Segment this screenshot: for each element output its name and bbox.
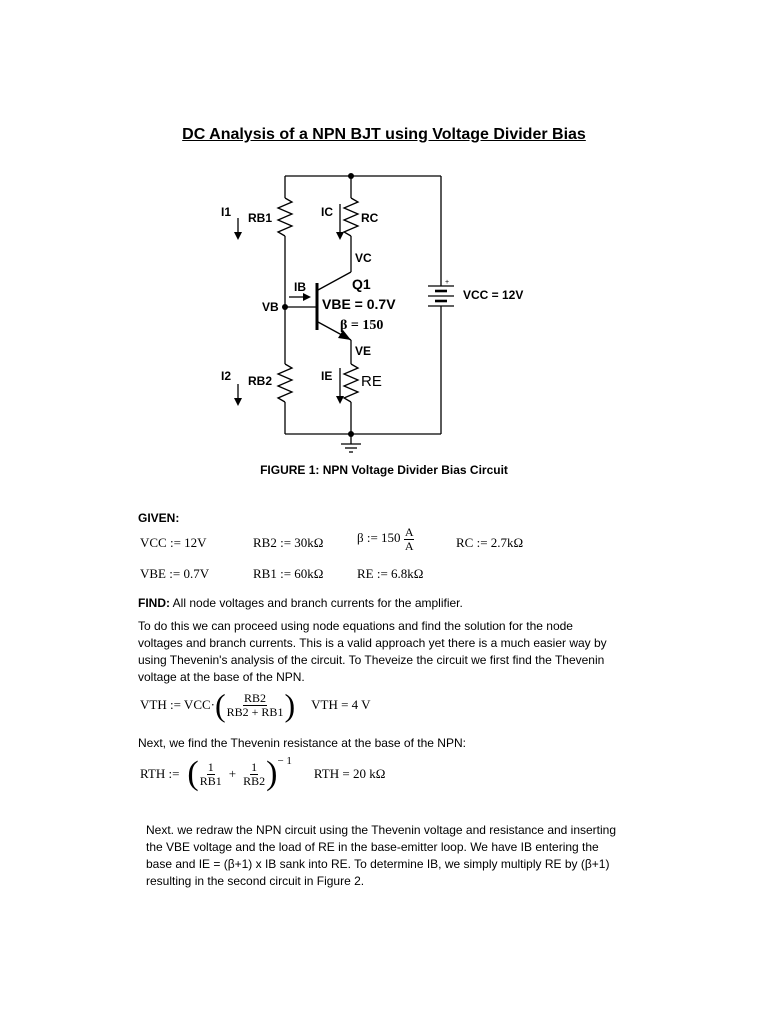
ic-arrow-icon bbox=[336, 232, 344, 240]
rb2-resistor bbox=[278, 364, 292, 402]
label-ic: IC bbox=[321, 205, 333, 219]
given-vbe: VBE := 0.7V bbox=[140, 566, 210, 581]
rth-fraction-2-den: RB2 bbox=[243, 773, 266, 788]
label-vcc: VCC = 12V bbox=[463, 288, 524, 302]
given-beta-unit-den: A bbox=[404, 538, 414, 553]
given-vcc: VCC := 12V bbox=[140, 535, 207, 550]
given-heading: GIVEN: bbox=[138, 511, 180, 525]
label-ib: IB bbox=[294, 280, 306, 294]
vth-equation bbox=[140, 689, 371, 721]
find-label: FIND: bbox=[138, 596, 170, 610]
circuit-schematic bbox=[0, 0, 768, 460]
label-re: RE bbox=[361, 373, 382, 390]
vcc-battery-icon bbox=[428, 286, 454, 306]
given-rb2: RB2 := 30kΩ bbox=[253, 535, 324, 550]
collector-lead bbox=[318, 272, 351, 290]
ib-arrow-icon bbox=[303, 293, 311, 301]
vth-fraction-num: RB2 bbox=[244, 690, 267, 705]
vth-left-paren: ( bbox=[215, 687, 226, 723]
rth-fraction-2 bbox=[242, 761, 266, 787]
rb1-resistor bbox=[278, 198, 292, 236]
rth-result: RTH = 20 kΩ bbox=[313, 766, 386, 781]
ie-arrow-icon bbox=[336, 396, 344, 404]
paragraph-thevenin-intro: To do this we can proceed using node equations and find the solution for the node voltages and branch currents. This is a valid approach yet there is a much easier way by using Thevenin's analysis of the circuit. To Theveize the circuit we first find the Thevenin voltage at the base of the NPN. bbox=[138, 619, 607, 684]
label-rb1: RB1 bbox=[248, 211, 273, 225]
label-q1: Q1 bbox=[352, 276, 371, 292]
given-beta bbox=[357, 526, 414, 552]
i2-arrow-icon bbox=[234, 398, 242, 406]
rth-left-paren: ( bbox=[187, 755, 199, 792]
paragraph-thevenin-resistance: Next, we find the Thevenin resistance at the base of the NPN: bbox=[138, 736, 466, 750]
rth-fraction-1-num: 1 bbox=[207, 759, 214, 774]
label-i1: I1 bbox=[221, 205, 232, 219]
rth-right-paren: ) bbox=[266, 755, 278, 792]
page-title-text: DC Analysis of a NPN BJT using Voltage Divider Bias bbox=[182, 126, 586, 143]
label-beta: β = 150 bbox=[340, 318, 384, 333]
label-vbe: VBE = 0.7V bbox=[322, 296, 396, 312]
label-vc: VC bbox=[355, 251, 372, 265]
given-beta-unit-num: A bbox=[404, 525, 414, 539]
given-beta-unit-fraction bbox=[404, 526, 415, 552]
figure-caption: FIGURE 1: NPN Voltage Divider Bias Circuit bbox=[260, 463, 508, 477]
vth-fraction bbox=[226, 692, 285, 718]
rth-fraction-1-den: RB1 bbox=[199, 773, 222, 788]
rth-equation bbox=[140, 757, 385, 791]
given-rc: RC := 2.7kΩ bbox=[456, 535, 524, 550]
vb-node-dot bbox=[282, 304, 288, 310]
i1-arrow-icon bbox=[234, 232, 242, 240]
rth-plus: + bbox=[228, 766, 237, 781]
paragraph-redraw-circuit: Next. we redraw the NPN circuit using the Thevenin voltage and resistance and inserting the VBE voltage and the load of RE in the base-emitter loop. We have IB entering the base and IE = (β+1) x IB sank into RE. To determine IB, we simply multiply RE by (β+1) resulting in the second circuit in Figure 2. bbox=[146, 823, 617, 888]
find-text: All node voltages and branch currents for the amplifier. bbox=[170, 596, 463, 610]
label-i2: I2 bbox=[221, 369, 232, 383]
rth-fraction-1 bbox=[199, 761, 223, 787]
vth-right-paren: ) bbox=[284, 687, 296, 723]
label-rb2: RB2 bbox=[248, 374, 273, 388]
vth-result: VTH = 4 V bbox=[311, 697, 371, 712]
label-ie: IE bbox=[321, 369, 333, 383]
rth-fraction-2-num: 1 bbox=[251, 759, 258, 774]
rc-resistor bbox=[344, 198, 358, 236]
given-re: RE := 6.8kΩ bbox=[357, 566, 424, 581]
given-beta-lhs: β := 150 bbox=[357, 530, 401, 546]
vth-lhs: VTH := VCC· bbox=[140, 697, 215, 712]
label-ve: VE bbox=[355, 344, 372, 358]
re-resistor bbox=[344, 364, 358, 402]
find-line bbox=[138, 595, 608, 612]
rth-exponent: − 1 bbox=[277, 755, 292, 767]
label-vb: VB bbox=[262, 300, 279, 314]
battery-plus-sign: + bbox=[445, 279, 450, 286]
bottom-node-dot bbox=[348, 431, 354, 437]
top-node-dot bbox=[348, 173, 354, 179]
rth-lhs: RTH := bbox=[140, 766, 180, 781]
given-rb1: RB1 := 60kΩ bbox=[253, 566, 324, 581]
vth-fraction-den: RB2 + RB1 bbox=[226, 704, 284, 719]
label-rc: RC bbox=[361, 211, 379, 225]
